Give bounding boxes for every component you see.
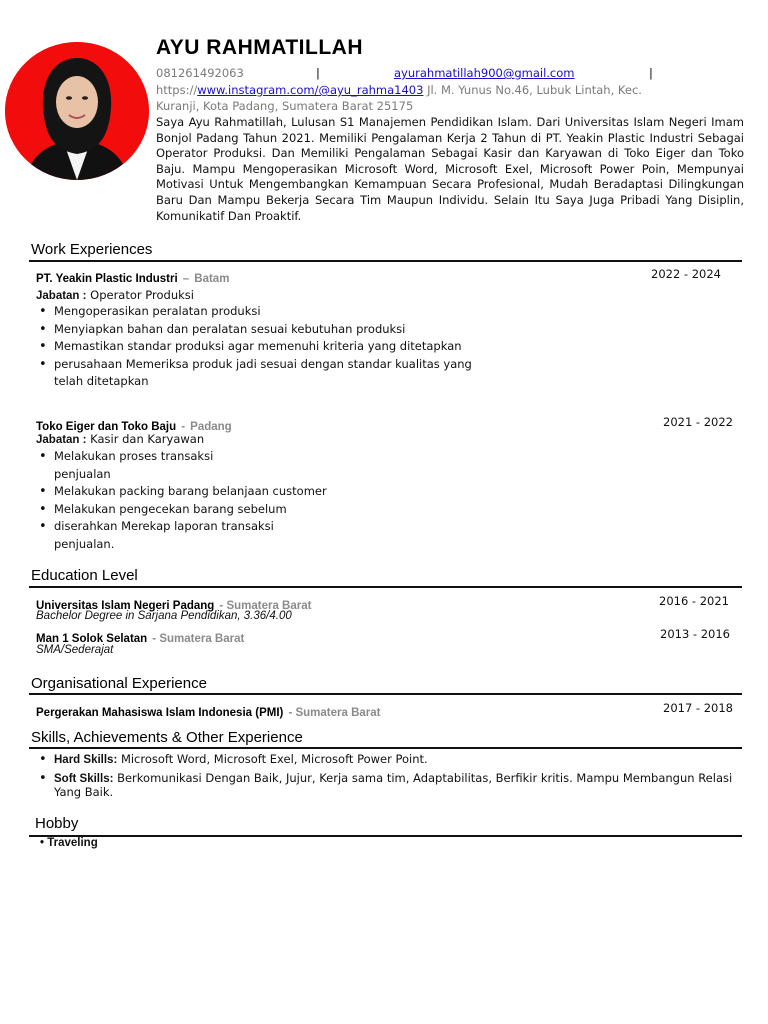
instagram-prefix: https:// xyxy=(156,83,198,97)
degree-text: Bachelor Degree in Sarjana Pendidikan, 3.36/4.00 xyxy=(36,610,292,622)
profile-photo xyxy=(5,42,149,180)
organisation-period: 2017 - 2018 xyxy=(663,701,733,715)
degree-text: SMA/Sederajat xyxy=(36,644,114,656)
address-line-1: Jl. M. Yunus No.46, Lubuk Lintah, Kec. xyxy=(427,83,642,97)
list-item: telah ditetapkan xyxy=(54,374,149,389)
list-item: • perusahaan Memeriksa produk jadi sesuai dengan standar kualitas yang xyxy=(36,356,472,374)
section-divider xyxy=(29,586,742,588)
list-item: • Mengoperasikan peralatan produksi xyxy=(36,303,472,321)
soft-skills-label: Soft Skills: xyxy=(54,772,114,785)
school-name: Universitas Islam Negeri Padang xyxy=(36,600,215,612)
job-role-value: Operator Produksi xyxy=(90,288,194,302)
school-name: Man 1 Solok Selatan xyxy=(36,633,148,645)
job-dash: - xyxy=(181,421,186,433)
instagram-link[interactable]: www.instagram.com/@ayu_rahma1403 xyxy=(197,83,424,97)
hard-skills-value: Microsoft Word, Microsoft Exel, Microsoft Power Point. xyxy=(120,752,428,766)
job-location: Batam xyxy=(194,273,230,285)
job-duties-list xyxy=(36,448,327,554)
job-role xyxy=(36,432,204,446)
company-name: PT. Yeakin Plastic Industri xyxy=(36,273,178,285)
list-item: • diserahkan Merekap laporan transaksi xyxy=(36,518,327,536)
section-divider xyxy=(29,835,742,837)
job-period: 2021 - 2022 xyxy=(663,415,733,429)
contact-separator: | xyxy=(316,66,320,80)
portrait-illustration xyxy=(5,42,149,180)
organisation-location: - Sumatera Barat xyxy=(288,707,381,719)
candidate-name: AYU RAHMATILLAH xyxy=(156,36,363,59)
list-item: penjualan xyxy=(54,466,111,481)
email-link[interactable]: ayurahmatillah900@gmail.com xyxy=(394,66,575,80)
education-period: 2013 - 2016 xyxy=(660,627,730,641)
soft-skills-item xyxy=(37,772,742,800)
hobby-label: Traveling xyxy=(47,837,98,849)
section-title-hobby: Hobby xyxy=(35,815,79,832)
job-role-label: Jabatan : xyxy=(36,290,87,302)
section-title-skills: Skills, Achievements & Other Experience xyxy=(31,729,303,746)
section-title-organisation: Organisational Experience xyxy=(31,675,207,692)
hobby-item xyxy=(40,837,98,849)
profile-summary: Saya Ayu Rahmatillah, Lulusan S1 Manajemen Pendidikan Islam. Dari Universitas Islam Negeri Imam Bonjol Padang Tahun 2021. Memiliki Pengalaman Kerja 2 Tahun di PT. Yeakin Plastic Industri Sebagai Operator Produksi. Dan Memiliki Pengalaman Sebagai Kasir dan Karyawan di Toko Eiger dan Toko Baju. Mampu Mengoperasikan Microsoft Word, Microsoft Exel, Microsoft Power Poin, Mempunyai Motivasi Untuk Mengembangkan Kemampuan Secara Profesional, Mudah Beradaptasi Dilingkungan Baru Dan Mampu Bekerja Secara Tim Maupun Individu. Selain Itu Saya Juga Pribadi Yang Disiplin, Komunikatif Dan Proaktif. xyxy=(156,115,744,223)
section-title-education: Education Level xyxy=(31,567,138,584)
list-item: penjualan. xyxy=(54,536,115,551)
job-role-label: Jabatan : xyxy=(36,434,87,446)
section-divider xyxy=(29,693,742,695)
list-item: • Melakukan pengecekan barang sebelum xyxy=(36,501,327,519)
skills-list xyxy=(37,753,742,804)
list-item: • Memastikan standar produksi agar memenuhi kriteria yang ditetapkan xyxy=(36,338,472,356)
contact-separator: | xyxy=(649,66,653,80)
section-title-work: Work Experiences xyxy=(31,241,153,258)
job-location: Padang xyxy=(190,421,232,433)
job-role-value: Kasir dan Karyawan xyxy=(90,432,205,446)
organisation-item xyxy=(36,701,380,720)
list-item: • Melakukan packing barang belanjaan customer xyxy=(36,483,327,501)
job-duties-list xyxy=(36,303,472,391)
hard-skills-label: Hard Skills: xyxy=(54,754,118,766)
soft-skills-value: Berkomunikasi Dengan Baik, Jujur, Kerja sama tim, Adaptabilitas, Berfikir kritis. Mampu Membangun Relasi Yang Baik. xyxy=(54,770,733,799)
hard-skills-item xyxy=(37,753,742,768)
job-dash: – xyxy=(182,273,190,285)
list-item: • Menyiapkan bahan dan peralatan sesuai kebutuhan produksi xyxy=(36,321,472,339)
instagram-and-address-line xyxy=(156,83,642,97)
section-divider xyxy=(29,260,742,262)
address-line-2: Kuranji, Kota Padang, Sumatera Barat 25175 xyxy=(156,99,414,113)
education-period: 2016 - 2021 xyxy=(659,594,729,608)
phone-number: 081261492063 xyxy=(156,66,244,80)
bullet-icon: • xyxy=(40,837,45,849)
school-location: - Sumatera Barat xyxy=(219,600,312,612)
list-item: • Melakukan proses transaksi xyxy=(36,448,327,466)
section-divider xyxy=(29,747,742,749)
job-header xyxy=(36,267,229,286)
school-location: - Sumatera Barat xyxy=(152,633,245,645)
company-name: Toko Eiger dan Toko Baju xyxy=(36,421,177,433)
job-period: 2022 - 2024 xyxy=(651,267,721,281)
organisation-name: Pergerakan Mahasiswa Islam Indonesia (PMI) xyxy=(36,707,284,719)
job-role xyxy=(36,288,194,302)
